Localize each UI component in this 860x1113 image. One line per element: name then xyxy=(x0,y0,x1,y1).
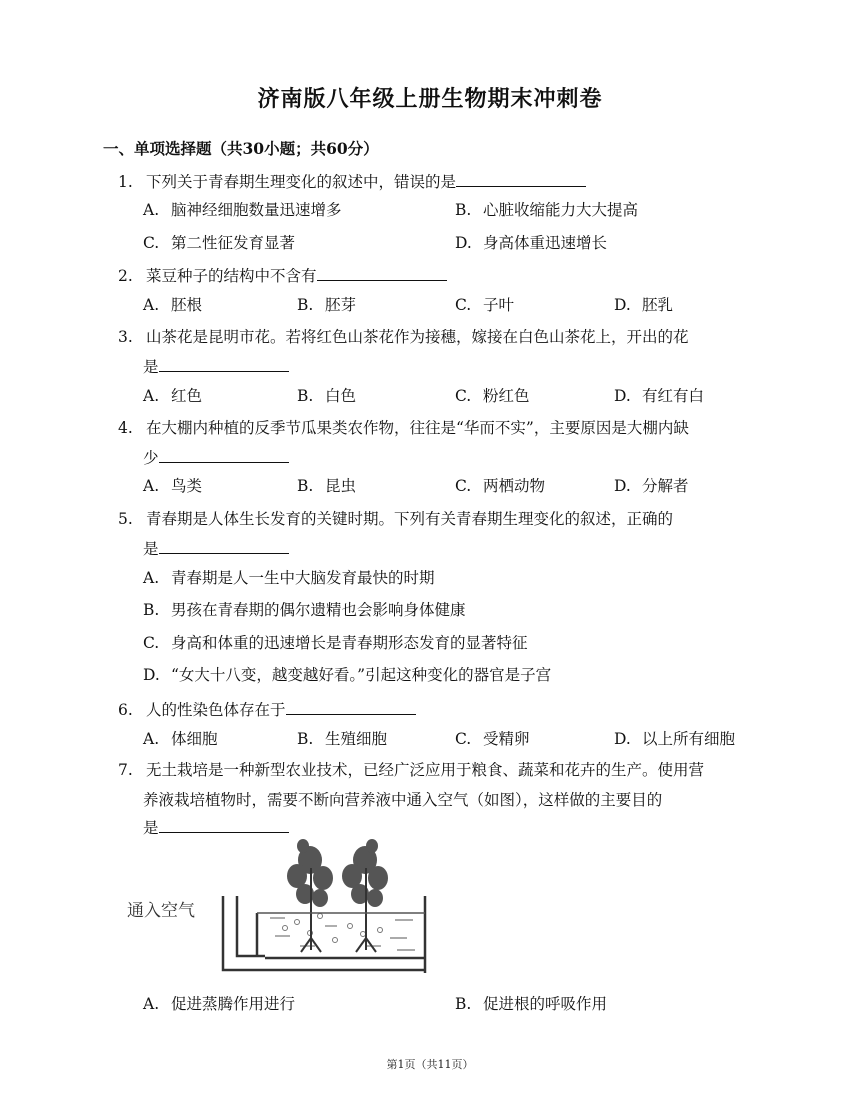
question-number: 4. xyxy=(118,419,133,437)
option-a xyxy=(143,384,202,406)
option-key: D. xyxy=(614,296,631,314)
option-text: 粉红色 xyxy=(483,387,530,405)
option-text: 男孩在青春期的偶尔遗精也会影响身体健康 xyxy=(171,601,466,619)
option-d xyxy=(143,663,551,685)
option-text: 心脏收缩能力大大提高 xyxy=(483,201,639,219)
question-stem: 青春期是人体生长发育的关键时期。下列有关青春期生理变化的叙述，正确的 xyxy=(146,510,674,528)
answer-blank xyxy=(317,264,447,281)
continuation-text: 是 xyxy=(143,358,159,376)
option-a xyxy=(143,727,218,749)
question-stem: 下列关于青春期生理变化的叙述中，错误的是 xyxy=(146,173,457,191)
option-key: B. xyxy=(143,601,160,619)
question-5 xyxy=(118,509,673,529)
question-number: 2. xyxy=(118,267,133,285)
question-line-2: 养液栽培植物时，需要不断向营养液中通入空气（如图），这样做的主要目的 xyxy=(143,791,663,809)
option-text: 以上所有细胞 xyxy=(642,730,736,748)
option-text: 鸟类 xyxy=(171,477,203,495)
option-key: A. xyxy=(143,296,160,314)
question-continuation xyxy=(143,816,289,838)
answer-blank xyxy=(159,816,289,833)
option-text: 子叶 xyxy=(483,296,515,314)
question-4 xyxy=(118,418,689,438)
option-key: D. xyxy=(143,666,160,684)
option-text: 促进蒸腾作用进行 xyxy=(171,995,296,1013)
option-key: B. xyxy=(297,477,314,495)
answer-blank xyxy=(456,170,586,187)
answer-blank xyxy=(159,355,289,372)
question-stem: 菜豆种子的结构中不含有 xyxy=(146,267,317,285)
answer-blank xyxy=(159,446,289,463)
option-c xyxy=(455,474,545,496)
option-text: 体细胞 xyxy=(171,730,218,748)
option-text: 红色 xyxy=(171,387,203,405)
question-stem: 人的性染色体存在于 xyxy=(146,701,286,719)
option-key: B. xyxy=(455,201,472,219)
continuation-text: 少 xyxy=(143,449,159,467)
page-title: 济南版八年级上册生物期末冲刺卷 xyxy=(257,86,603,112)
option-c xyxy=(455,384,530,406)
option-text: 白色 xyxy=(325,387,357,405)
option-a xyxy=(143,992,295,1014)
option-key: C. xyxy=(455,387,472,405)
question-stem: 山茶花是昆明市花。若将红色山茶花作为接穗，嫁接在白色山茶花上，开出的花 xyxy=(146,328,689,346)
option-text: 受精卵 xyxy=(483,730,530,748)
question-2 xyxy=(118,264,447,286)
option-text: 生殖细胞 xyxy=(325,730,388,748)
option-text: “女大十八变，越变越好看。”引起这种变化的器官是子宫 xyxy=(171,666,552,684)
option-text: 胚芽 xyxy=(325,296,357,314)
page-footer: 第1页（共11页） xyxy=(386,1058,474,1071)
option-a xyxy=(143,293,202,315)
option-key: A. xyxy=(143,477,160,495)
question-3 xyxy=(118,327,689,347)
figure-label: 通入空气 xyxy=(127,901,195,921)
option-key: A. xyxy=(143,995,160,1013)
option-key: A. xyxy=(143,730,160,748)
option-d xyxy=(614,293,673,315)
option-d xyxy=(614,727,735,749)
section-heading: 一、单项选择题（共30小题；共60分） xyxy=(103,139,379,158)
option-key: B. xyxy=(297,730,314,748)
question-stem: 在大棚内种植的反季节瓜果类农作物，往往是“华而不实”，主要原因是大棚内缺 xyxy=(146,419,689,437)
option-text: 身高体重迅速增长 xyxy=(483,234,608,252)
option-c xyxy=(455,293,514,315)
option-c xyxy=(143,231,295,253)
option-key: C. xyxy=(455,296,472,314)
option-d xyxy=(455,231,607,253)
option-b xyxy=(143,598,466,620)
hydroponics-figure xyxy=(125,838,435,983)
option-d xyxy=(614,474,689,496)
answer-blank xyxy=(159,537,289,554)
question-continuation xyxy=(143,446,289,468)
option-key: A. xyxy=(143,201,160,219)
question-continuation xyxy=(143,537,289,559)
option-b xyxy=(297,474,356,496)
continuation-text: 是 xyxy=(143,819,159,837)
option-text: 分解者 xyxy=(642,477,689,495)
continuation-text: 是 xyxy=(143,540,159,558)
option-text: 胚乳 xyxy=(642,296,674,314)
option-b xyxy=(297,293,356,315)
question-1 xyxy=(118,170,586,192)
option-key: B. xyxy=(297,296,314,314)
option-a xyxy=(143,474,202,496)
option-text: 胚根 xyxy=(171,296,203,314)
option-text: 有红有白 xyxy=(642,387,705,405)
option-text: 身高和体重的迅速增长是青春期形态发育的显著特征 xyxy=(171,634,528,652)
option-text: 昆虫 xyxy=(325,477,357,495)
question-number: 5. xyxy=(118,510,133,528)
option-d xyxy=(614,384,704,406)
option-key: D. xyxy=(614,730,631,748)
option-text: 第二性征发育显著 xyxy=(171,234,296,252)
option-key: C. xyxy=(455,477,472,495)
question-7 xyxy=(118,760,704,780)
question-stem: 无土栽培是一种新型农业技术，已经广泛应用于粮食、蔬菜和花卉的生产。使用营 xyxy=(146,761,705,779)
option-key: D. xyxy=(614,387,631,405)
question-number: 3. xyxy=(118,328,133,346)
option-key: C. xyxy=(143,634,160,652)
option-text: 青春期是人一生中大脑发育最快的时期 xyxy=(171,569,435,587)
option-key: A. xyxy=(143,387,160,405)
option-key: C. xyxy=(143,234,160,252)
option-b xyxy=(455,992,607,1014)
question-6 xyxy=(118,698,416,720)
option-b xyxy=(297,384,356,406)
question-number: 1. xyxy=(118,173,133,191)
option-key: B. xyxy=(297,387,314,405)
option-b xyxy=(455,198,638,220)
option-text: 脑神经细胞数量迅速增多 xyxy=(171,201,342,219)
option-text: 促进根的呼吸作用 xyxy=(483,995,608,1013)
question-continuation xyxy=(143,355,289,377)
option-c xyxy=(455,727,530,749)
question-number: 7. xyxy=(118,761,133,779)
option-key: B. xyxy=(455,995,472,1013)
answer-blank xyxy=(286,698,416,715)
option-key: A. xyxy=(143,569,160,587)
option-key: D. xyxy=(455,234,472,252)
option-key: D. xyxy=(614,477,631,495)
option-b xyxy=(297,727,387,749)
question-number: 6. xyxy=(118,701,133,719)
option-c xyxy=(143,631,528,653)
option-key: C. xyxy=(455,730,472,748)
option-text: 两栖动物 xyxy=(483,477,546,495)
option-a xyxy=(143,566,435,588)
option-a xyxy=(143,198,342,220)
